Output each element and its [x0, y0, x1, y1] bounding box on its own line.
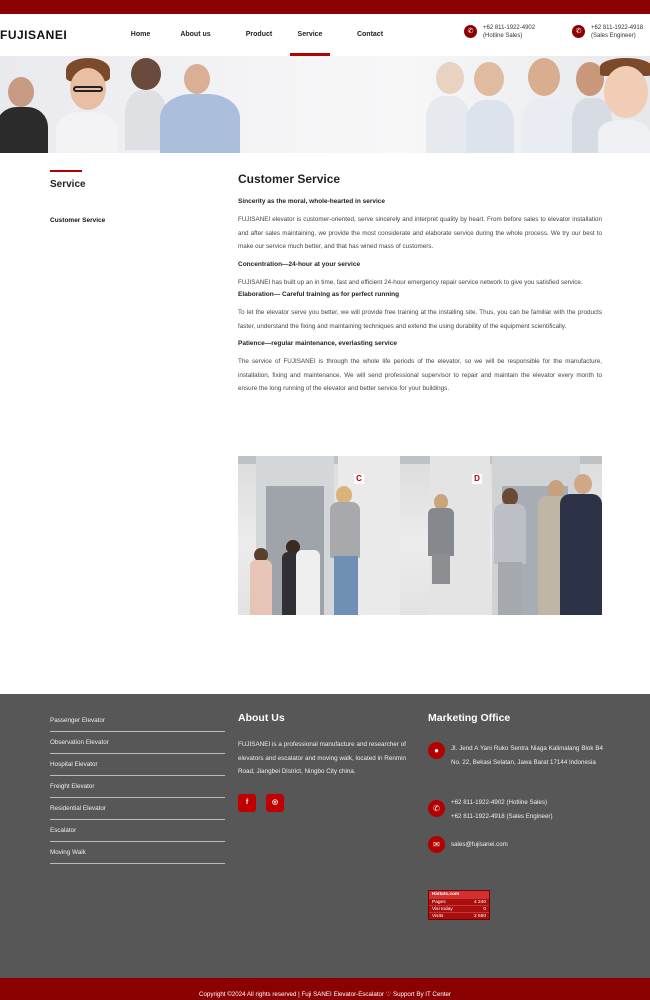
- service-sidebar: [50, 170, 170, 224]
- counter-label: Visits: [432, 913, 444, 919]
- site-logo[interactable]: FUJISANEI: [0, 28, 68, 42]
- hotline-sales-contact[interactable]: [464, 24, 535, 40]
- footer-link-residential-elevator[interactable]: Residential Elevator: [50, 798, 225, 820]
- sidebar-accent-line: [50, 170, 82, 172]
- section-text: The service of FUJISANEI is through the whole life periods of the elevator, so we will be responsible for the manufacture, installation, fixing and maintenance. We will send professional supervisor to repair and maintain the elevator every month to ensure the long running of the elevator and better service for your buildings.: [238, 358, 602, 392]
- elevator-lobby-image: [238, 456, 602, 615]
- section-text: To let the elevator serve you better, we will provide free training at the installing site. Thus, you can be familiar with the products faster, understand the fixing and maintaining techniques and extend the using durability of the equipment scientifically.: [238, 309, 602, 330]
- nav-product[interactable]: Product: [245, 31, 273, 38]
- copyright-bar: Copyright ©2024 All rights reserved | Fuji SANEI Elevator-Escalator ♡ Support By IT Center: [0, 978, 650, 1000]
- address-text: Jl. Jend A Yani Ruko Sentra Niaga Kalimalang Blok B4 No. 22, Bekasi Selatan, Jawa Barat 17144 Indonesia: [451, 745, 603, 766]
- section-text: FUJISANEI elevator is customer-oriented, serve sincerely and interpret quality by heart. From before sales to elevator installation and after sales maintaining, we provide the most considerate and elaborate service during the whole process. We try our best to make our service much better, and that has wined mass of customers.: [238, 216, 602, 250]
- location-pin-icon: ●: [428, 742, 445, 759]
- office-phones: [428, 796, 553, 823]
- mail-icon: ✉: [428, 836, 445, 853]
- footer-marketing-office: [428, 712, 603, 849]
- page-title: Customer Service: [238, 172, 341, 186]
- footer-link-moving-walk[interactable]: Moving Walk: [50, 842, 225, 864]
- hotline-phone: +62 811-1922-4902: [483, 25, 536, 31]
- top-accent-bar: [0, 0, 650, 14]
- main-nav: [118, 14, 410, 56]
- hero-banner-image: [0, 56, 650, 153]
- phone-icon: ✆: [572, 25, 585, 38]
- phone-icon: ✆: [428, 800, 445, 817]
- footer-about: [238, 712, 406, 812]
- footer-about-title: About Us: [238, 712, 285, 724]
- counter-label: Visi today: [432, 906, 453, 912]
- visitor-counter-widget[interactable]: [428, 890, 490, 920]
- counter-label: Pages: [432, 899, 446, 905]
- social-links: [238, 794, 406, 812]
- nav-about-us[interactable]: About us: [180, 31, 211, 38]
- footer-link-freight-elevator[interactable]: Freight Elevator: [50, 776, 225, 798]
- sidebar-title: Service: [50, 179, 86, 190]
- email-text[interactable]: sales@fujisanei.com: [451, 841, 508, 848]
- hotline-role: (Hotline Sales): [483, 33, 523, 39]
- counter-value: 2 550: [473, 913, 486, 919]
- nav-home[interactable]: Home: [130, 31, 151, 38]
- footer-link-passenger-elevator[interactable]: Passenger Elevator: [50, 710, 225, 732]
- sidebar-link-customer-service[interactable]: Customer Service: [50, 217, 106, 224]
- section-heading: Elaboration— Careful training as for perfect running: [238, 291, 400, 298]
- sales-engineer-contact[interactable]: [572, 24, 643, 40]
- nav-service[interactable]: Service: [290, 14, 330, 56]
- office-address: [428, 742, 603, 769]
- engineer-role: (Sales Engineer): [591, 33, 636, 39]
- office-phone-hotline[interactable]: +62 811-1922-4902 (Hotline Sales): [451, 799, 548, 806]
- facebook-icon[interactable]: f: [238, 794, 256, 812]
- site-footer: [0, 694, 650, 978]
- main-content: [238, 170, 602, 403]
- phone-icon: ✆: [464, 25, 477, 38]
- section-text: FUJISANEI has built up an in time, fast and efficient 24-hour emergency repair service network to give you satisfied service.: [238, 278, 583, 286]
- site-header: [0, 14, 650, 56]
- section-heading: Concentration—24-hour at your service: [238, 260, 361, 268]
- footer-link-escalator[interactable]: Escalator: [50, 820, 225, 842]
- elevator-letter-c: C: [354, 474, 364, 484]
- instagram-icon[interactable]: ◎: [266, 794, 284, 812]
- footer-about-text: FUJISANEI is a professional manufacture and researcher of elevators and escalator and moving walk, located in Renmin Road, Jiangbei District, Ningbo City china.: [238, 741, 406, 775]
- counter-value: 0: [483, 906, 486, 912]
- footer-office-title: Marketing Office: [428, 712, 511, 724]
- footer-link-hospital-elevator[interactable]: Hospital Elevator: [50, 754, 225, 776]
- footer-link-observation-elevator[interactable]: Observation Elevator: [50, 732, 225, 754]
- counter-value: 4 240: [473, 899, 486, 905]
- engineer-phone: +62 811-1922-4918: [591, 25, 644, 31]
- elevator-letter-d: D: [472, 474, 482, 484]
- office-phone-engineer[interactable]: +62 811-1922-4918 (Sales Engineer): [451, 812, 553, 820]
- nav-contact[interactable]: Contact: [356, 31, 384, 38]
- office-email: [428, 836, 508, 853]
- section-heading: Patience—regular maintenance, everlasting service: [238, 340, 397, 347]
- section-heading: Sincerity as the moral, whole-hearted in service: [238, 198, 386, 205]
- footer-product-links: [50, 710, 225, 864]
- counter-title: Histats.com: [429, 891, 489, 898]
